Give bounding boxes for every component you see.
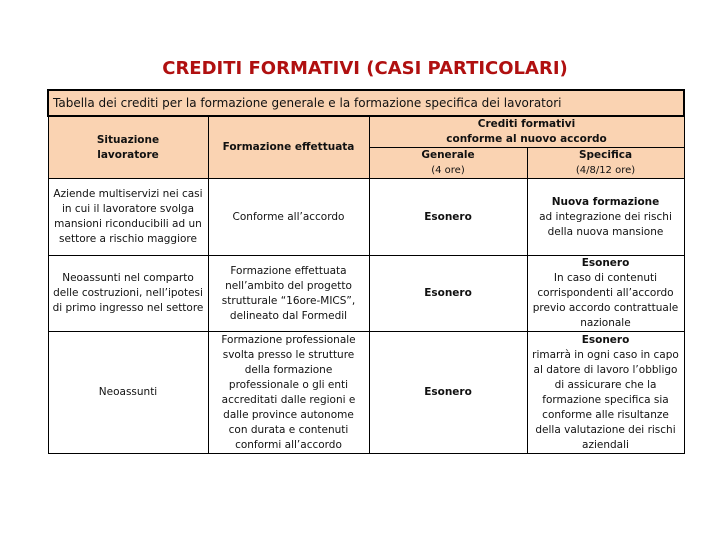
cell-generale: Esonero [424,210,472,223]
cell-situazione: Aziende multiservizi nei casi in cui il lavoratore svolga mansioni riconducibili ad un settore a rischio maggiore [48,179,208,256]
cell-specifica: In caso di contenuti corrispondenti all’accordo previo accordo contrattuale nazionale [532,272,679,329]
cell-formazione: Formazione effettuata nell’ambito del progetto strutturale “16ore-MICS”, delineato dal Formedil [208,256,369,332]
cell-generale: Esonero [424,386,472,398]
page-title: CREDITI FORMATIVI (CASI PARTICOLARI) [162,58,568,79]
cell-specifica-title: Nuova formazione [551,195,660,208]
cell-specifica: ad integrazione dei rischi della nuova mansione [539,210,672,238]
cell-formazione: Conforme all’accordo [208,179,369,256]
header-specifica-sub: (4/8/12 ore) [575,165,636,176]
credits-table [47,89,685,454]
header-specifica: Specifica [578,149,633,161]
header-crediti: Crediti formativi conforme al nuovo accordo [446,118,607,145]
cell-formazione: Formazione professionale svolta presso le strutture della formazione professionale o gli enti accreditati dalle regioni e dalle province autonome con durata e contenuti conformi all’accordo [208,332,369,454]
cell-situazione: Neoassunti [48,332,208,454]
cell-specifica: rimarrà in ogni caso in capo al datore di lavoro l’obbligo di assicurare che la formazione specifica sia conforme alle risultanze della valutazione dei rischi aziendali [532,348,679,451]
table-row [48,256,684,332]
table-row [48,179,684,256]
header-formazione: Formazione effettuata [222,141,355,153]
table-caption: Tabella dei crediti per la formazione generale e la formazione specifica dei lavoratori [48,90,684,116]
header-situazione: Situazione lavoratore [96,133,160,161]
table-row [48,332,684,454]
header-generale-sub: (4 ore) [431,165,465,176]
cell-specifica-title: Esonero [581,257,630,269]
cell-situazione: Neoassunti nel comparto delle costruzioni, nell’ipotesi di primo ingresso nel settore [48,256,208,332]
cell-specifica-title: Esonero [581,333,630,346]
cell-generale: Esonero [424,287,472,299]
header-generale: Generale [421,149,475,161]
